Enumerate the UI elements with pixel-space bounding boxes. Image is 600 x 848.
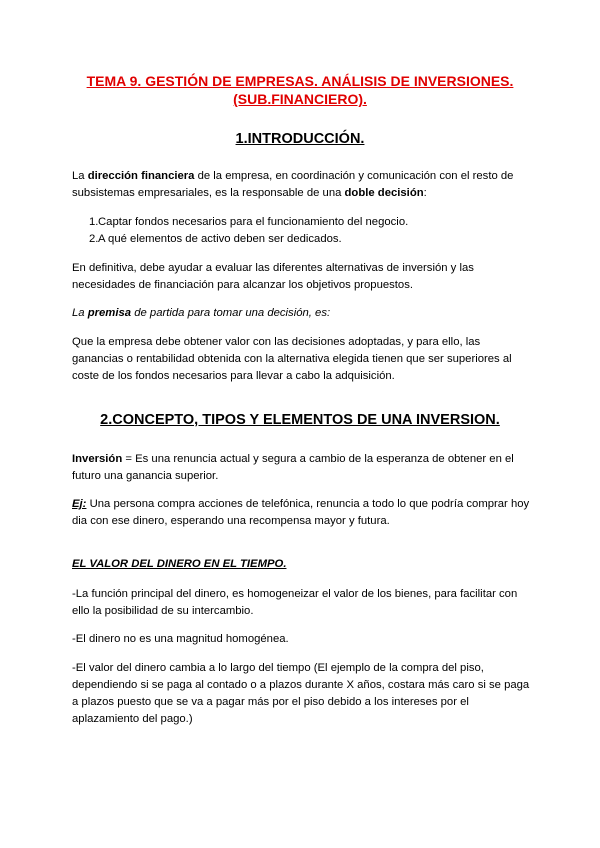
list-item-text: A qué elementos de activo deben ser dedicados.: [98, 232, 342, 245]
text-run: La: [72, 170, 88, 182]
time-value-point: -El dinero no es una magnitud homogénea.: [72, 633, 289, 645]
investment-definition: [72, 451, 532, 485]
intro-paragraph-4: Que la empresa debe obtener valor con las decisiones adoptadas, y para ello, las ganancias o rentabilidad obtenida con la alternativa elegida tienen que ser superiores al coste de los fondos necesarios para llevar a cabo la adquisición.: [72, 336, 512, 382]
list-number: 1.: [89, 216, 99, 228]
text-run: Una persona compra acciones de telefónica, renuncia a todo lo que podría comprar hoy dia con ese dinero, esperando una recompensa mayor y futura.: [72, 498, 530, 527]
section-heading-introduction: 1.INTRODUCCIÓN.: [235, 131, 365, 147]
decision-list: [72, 214, 532, 247]
subheading-time-value-of-money: EL VALOR DEL DINERO EN EL TIEMPO.: [72, 558, 287, 570]
bold-term-double-decision: doble decisión: [344, 187, 424, 199]
time-value-point: -La función principal del dinero, es homogeneizar el valor de los bienes, para facilitar con ello la posibilidad de su intercambio.: [72, 588, 518, 617]
example-label: Ej:: [72, 498, 87, 510]
bold-term-premise: premisa: [87, 307, 132, 319]
intro-paragraph-1: [72, 168, 532, 202]
text-run: de partida para tomar una decisión, es:: [131, 307, 331, 319]
list-number: 2.: [89, 232, 99, 245]
intro-paragraph-premise: [72, 305, 532, 322]
list-item: [72, 231, 532, 248]
intro-paragraph-2: En definitiva, debe ayudar a evaluar las diferentes alternativas de inversión y las necesidades de financiación para alcanzar los objetivos propuestos.: [72, 262, 474, 291]
bold-term-investment: Inversión: [72, 453, 123, 465]
text-run: de la empresa, en coordinación y comunicación con el resto de subsistemas empresariales, es la responsable de una: [72, 170, 514, 199]
list-item-text: Captar fondos necesarios para el funcionamiento del negocio.: [98, 216, 409, 228]
bold-term-financial-direction: dirección financiera: [87, 170, 195, 182]
text-run: = Es una renuncia actual y segura a cambio de la esperanza de obtener en el futuro una ganancia superior.: [72, 453, 514, 482]
list-item: [72, 214, 532, 231]
text-run: :: [423, 187, 427, 199]
section-heading-concept: 2.CONCEPTO, TIPOS Y ELEMENTOS DE UNA INVERSION.: [100, 412, 500, 428]
text-run: La: [72, 307, 88, 319]
time-value-point: -El valor del dinero cambia a lo largo del tiempo (El ejemplo de la compra del piso, dependiendo si se paga al contado o a plazos durante X años, costara más caro si se paga a plazos puesto que se va a pagar más por el piso debido a los intereses por el aplazamiento del pago.): [72, 662, 530, 725]
document-title: [40, 72, 560, 108]
title-line-2: (SUB.FINANCIERO).: [233, 91, 367, 107]
investment-example: [72, 496, 532, 530]
title-line-1: TEMA 9. GESTIÓN DE EMPRESAS. ANÁLISIS DE INVERSIONES.: [86, 73, 514, 89]
